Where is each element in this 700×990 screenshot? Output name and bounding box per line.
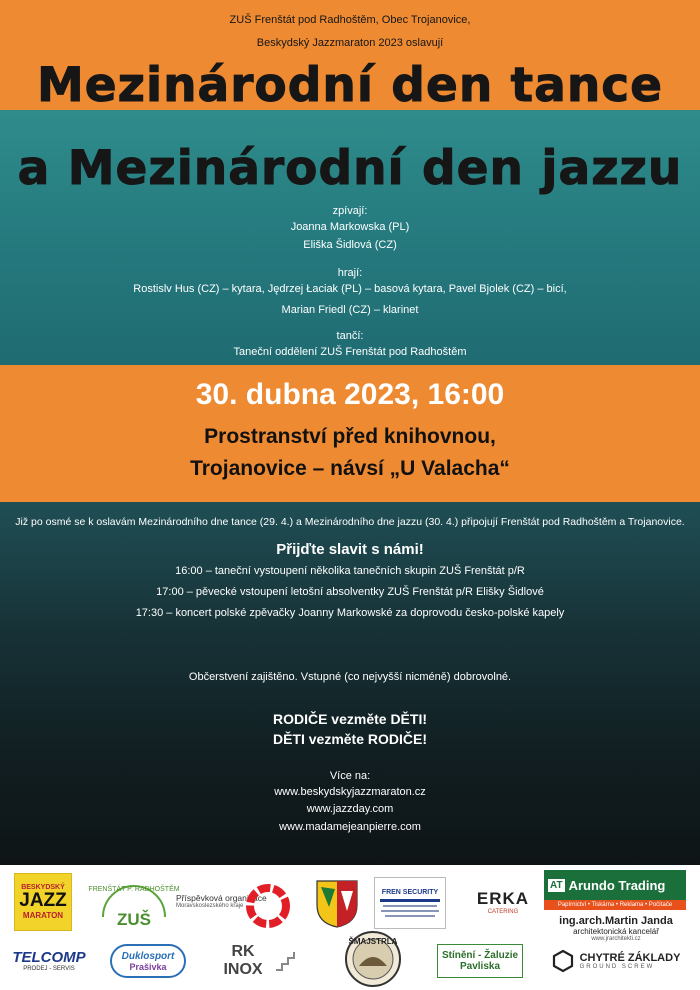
pr-org-line-1: Příspěvková organizace (176, 893, 267, 903)
arundo-sub-text: Papírnictví • Tiskárna • Reklama • Počítače (557, 902, 673, 908)
more-info-label: Více na: (329, 770, 371, 782)
title-line-1: Mezinárodní den tance (36, 58, 664, 113)
slogan-line-1: RODIČE vezměte DĚTI! (272, 711, 428, 727)
arundo-trading-logo (544, 870, 686, 900)
beskydsky-jazzmaraton-logo (14, 873, 72, 931)
venue-line-1: Prostranství před knihovnou, (204, 425, 496, 448)
chytre-sub-text: GROUND SCREW (579, 964, 655, 970)
fren-security-line-icon (381, 910, 439, 912)
coat-of-arms-icon (313, 877, 361, 929)
refreshments-text: Občerstvení zajištěno. Vstupné (co nejvyšší nicméně) dobrovolné. (188, 671, 512, 683)
erka-sub-text: CATERING (487, 909, 519, 915)
stineni-line-1: Stínění - Žaluzie (441, 950, 519, 961)
dancing-label: tančí: (336, 330, 364, 342)
beskydsky-text: BESKYDSKÝ (21, 884, 65, 891)
singing-label: zpívají: (332, 205, 368, 217)
chytre-zaklady-logo (546, 946, 686, 976)
program-item-2: 17:00 – pěvecké vstoupení letošní absolventky ZUŠ Frenštát p/R Elišky Šidlové (156, 586, 544, 598)
fren-security-text: FREN SECURITY (381, 889, 439, 896)
fren-security-line-icon (383, 905, 437, 907)
program-item-3: 17:30 – koncert polské zpěvačky Joanny Markowské za doprovodu česko-polské kapely (135, 607, 565, 619)
pr-org-line-2: Moravskoslezského kraje (176, 903, 244, 909)
players-line-1: Rostislv Hus (CZ) – kytara, Jędrzej Łaciak (PL) – basová kytara, Pavel Bjolek (CZ) – bicí, (133, 283, 567, 295)
venue-line-2: Trojanovice – návsí „U Valacha“ (190, 457, 510, 480)
duklosport-sub-text: Prašivka (129, 961, 167, 972)
janda-text: ing.arch.Martin Janda (559, 914, 673, 927)
invite-heading: Přijďte slavit s námi! (276, 541, 424, 558)
arundo-sub-bar (544, 900, 686, 910)
rk-inox-logo (212, 944, 296, 978)
duklosport-text: Duklosport (121, 950, 175, 962)
zus-arc-icon (88, 873, 180, 933)
stineni-pavliska-logo (437, 944, 523, 978)
janda-web-text: www.jrarchitekti.cz (591, 935, 641, 942)
link-jazzmaraton[interactable]: www.beskydskyjazzmaraton.cz (274, 786, 426, 798)
zus-logo (88, 873, 180, 933)
telcomp-text: TELCOMP (12, 948, 86, 966)
zus-arc-text: FRENŠTÁT P. RADHOŠTĚM (88, 886, 180, 893)
erka-logo (468, 882, 538, 922)
intro-text: Již po osmé se k oslavám Mezinárodního dne tance (29. 4.) a Mezinárodního dne jazzu (30. 4.) připojují Frenštát pod Radhoštěm a Trojanovice. (15, 516, 685, 528)
telcomp-logo (10, 944, 88, 976)
link-jazzday[interactable]: www.jazzday.com (306, 803, 394, 815)
fren-security-line-icon (380, 899, 440, 902)
fren-security-logo (374, 877, 446, 929)
link-madamejeanpierre[interactable]: www.madamejeanpierre.com (279, 821, 421, 833)
organizers-line-1: ZUŠ Frenštát pod Radhoštěm, Obec Trojanovice, (229, 14, 471, 26)
dancers: Taneční oddělení ZUŠ Frenštát pod Radhoštěm (233, 346, 467, 358)
playing-label: hrají: (337, 267, 363, 279)
chytre-text-block (580, 952, 681, 970)
program-item-1: 16:00 – taneční vystoupení několika tanečních skupin ZUŠ Frenštát p/R (175, 565, 525, 577)
maraton-text: MARATON (22, 911, 64, 920)
stineni-line-2: Pavliska (459, 961, 501, 972)
stairs-icon (274, 950, 296, 972)
arundo-text: Arundo Trading (568, 877, 666, 893)
erka-text: ERKA (476, 889, 530, 908)
duklosport-logo (110, 944, 186, 978)
smajstrla-logo (341, 930, 405, 988)
singer-2: Eliška Šidlová (CZ) (303, 239, 397, 251)
fren-security-line-icon (385, 915, 435, 917)
janda-logo (546, 913, 686, 943)
region-ring-icon (242, 880, 294, 932)
slogan-line-2: DĚTI vezměte RODIČE! (272, 731, 428, 747)
telcomp-sub-text: PRODEJ - SERVIS (23, 965, 75, 972)
jazz-text: JAZZ (19, 890, 67, 911)
zus-text: ZUŠ (117, 910, 151, 929)
singer-1: Joanna Markowska (PL) (290, 221, 410, 233)
event-date: 30. dubna 2023, 16:00 (195, 378, 505, 411)
chytre-text: CHYTRÉ ZÁKLADY (579, 952, 681, 964)
rk-inox-text: RK INOX (223, 943, 263, 978)
title-line-2: a Mezinárodní den jazzu (17, 141, 683, 196)
arundo-ai-icon: AT (550, 879, 563, 891)
organizers-line-2: Beskydský Jazzmaraton 2023 oslavují (256, 37, 444, 49)
smajstrla-text: ŠMAJSTRLA (348, 937, 398, 946)
hexagon-icon (552, 949, 574, 973)
janda-sub-text: architektonická kancelář (573, 926, 659, 936)
players-line-2: Marian Friedl (CZ) – klarinet (281, 304, 419, 316)
